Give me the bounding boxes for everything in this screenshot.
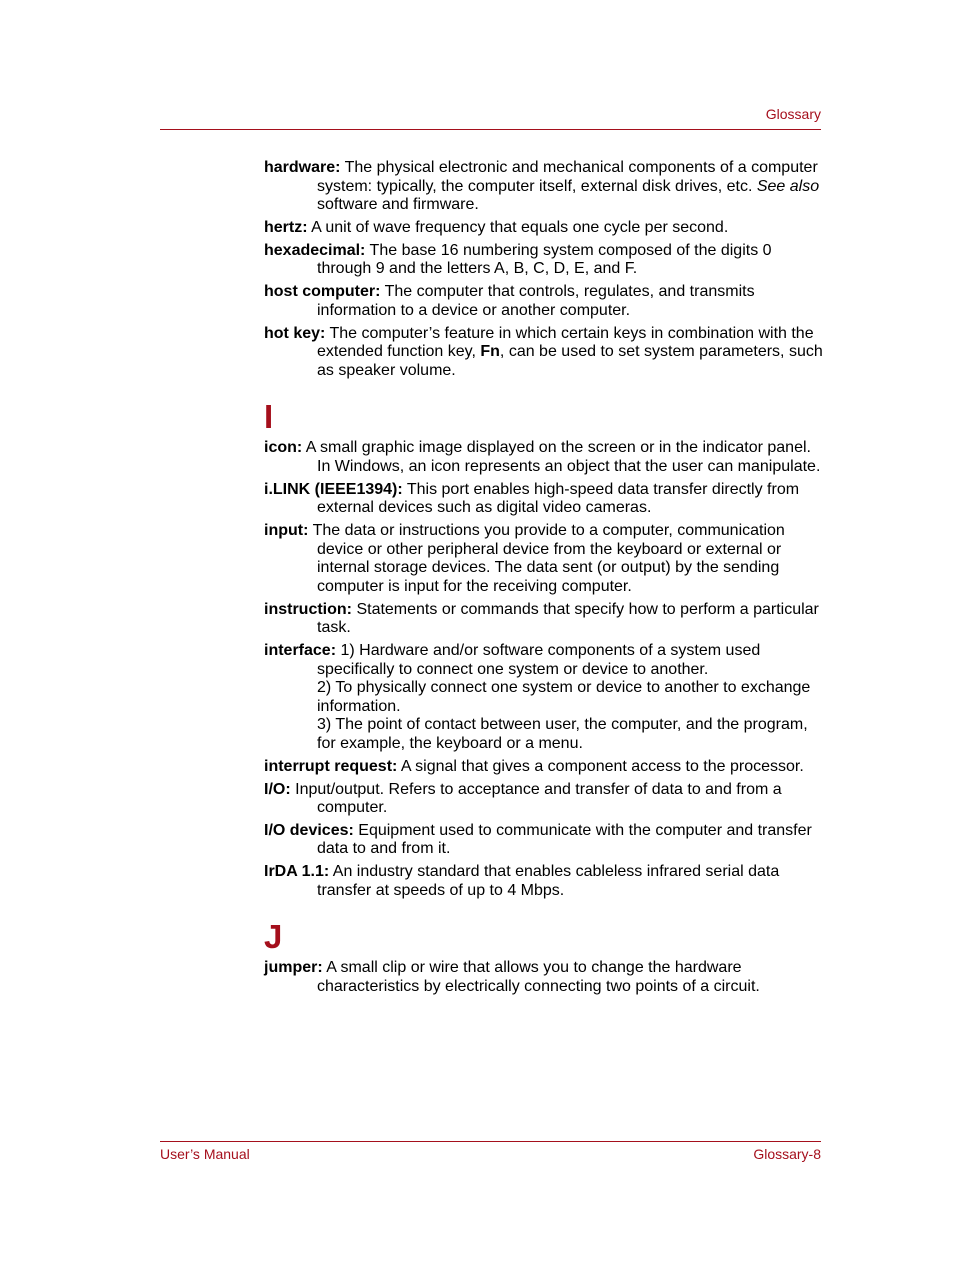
glossary-entry bbox=[264, 758, 824, 777]
glossary-term: interrupt request: bbox=[264, 757, 398, 775]
glossary-entry bbox=[264, 481, 824, 518]
glossary-definition-text: The computer’s feature in which certain keys in combination with the extended function key, bbox=[317, 324, 814, 361]
running-header-title: Glossary bbox=[765, 106, 821, 122]
section-letter-j: J bbox=[264, 918, 283, 956]
glossary-definition-text: A small clip or wire that allows you to change the hardware characteristics by electrically connecting two points of a circuit. bbox=[317, 959, 760, 996]
footer-page-number: Glossary-8 bbox=[753, 1146, 821, 1162]
glossary-entry bbox=[264, 159, 824, 215]
header-rule bbox=[160, 129, 821, 130]
glossary-entry bbox=[264, 522, 824, 596]
glossary-entry bbox=[264, 242, 824, 279]
glossary-term: I/O devices: bbox=[264, 821, 354, 839]
glossary-entry bbox=[264, 863, 824, 900]
glossary-term: I/O: bbox=[264, 780, 291, 798]
glossary-entry bbox=[264, 283, 824, 320]
glossary-definition-text: This port enables high-speed data transfer directly from external devices such as digital video cameras. bbox=[317, 480, 800, 517]
glossary-definition-line: 3) The point of contact between user, the computer, and the program, for example, the keyboard or a menu. bbox=[317, 716, 808, 752]
glossary-definition-text: , can be used to set system parameters, such as speaker volume. bbox=[317, 343, 823, 379]
glossary-definition-line: 2) To physically connect one system or device to another to exchange information. bbox=[317, 679, 811, 715]
glossary-term: jumper: bbox=[264, 959, 323, 977]
glossary-definition-text: An industry standard that enables cableless infrared serial data transfer at speeds of up to 4 Mbps. bbox=[317, 863, 780, 899]
glossary-term: hot key: bbox=[264, 324, 326, 342]
glossary-definition-text: The computer that controls, regulates, and transmits information to a device or another computer. bbox=[317, 283, 755, 319]
glossary-term: hardware: bbox=[264, 159, 341, 176]
glossary-definition-text: The base 16 numbering system composed of the digits 0 through 9 and the letters A, B, C, D, E, and F. bbox=[317, 241, 772, 278]
glossary-term: i.LINK (IEEE1394): bbox=[264, 480, 403, 498]
section-letter-i: I bbox=[264, 398, 274, 436]
footer-manual-title: User’s Manual bbox=[160, 1146, 250, 1162]
glossary-entry bbox=[264, 959, 824, 996]
glossary-group-h bbox=[264, 159, 824, 380]
glossary-term: hexadecimal: bbox=[264, 241, 366, 259]
glossary-term: icon: bbox=[264, 439, 303, 457]
glossary-definition-text: Fn bbox=[480, 343, 500, 361]
glossary-entry bbox=[264, 601, 824, 638]
glossary-definition-text: A small graphic image displayed on the screen or in the indicator panel. In Windows, an icon represents an object that the user can manipulate. bbox=[302, 439, 821, 475]
glossary-term: interface: bbox=[264, 641, 337, 659]
glossary-definition-text: software and firmware. bbox=[317, 196, 479, 214]
glossary-content bbox=[264, 159, 824, 1001]
glossary-definition-text: 1) Hardware and/or software components of a system used specifically to connect one system or device to another. bbox=[317, 641, 761, 678]
glossary-entry bbox=[264, 325, 824, 381]
footer-rule bbox=[160, 1141, 821, 1142]
glossary-definition-text: See also bbox=[756, 177, 820, 195]
glossary-definition-text: Equipment used to communicate with the computer and transfer data to and from it. bbox=[317, 821, 812, 858]
glossary-group-i bbox=[264, 439, 824, 900]
glossary-definition-text: Input/output. Refers to acceptance and transfer of data to and from a computer. bbox=[290, 780, 782, 817]
glossary-group-j bbox=[264, 959, 824, 996]
glossary-definition-text: Statements or commands that specify how to perform a particular task. bbox=[317, 600, 819, 637]
glossary-term: IrDA 1.1: bbox=[264, 863, 330, 881]
glossary-entry bbox=[264, 219, 824, 238]
glossary-definition-text: A signal that gives a component access to the processor. bbox=[397, 757, 804, 775]
glossary-entry bbox=[264, 781, 824, 818]
glossary-definition-text: A unit of wave frequency that equals one cycle per second. bbox=[307, 218, 729, 236]
glossary-entry bbox=[264, 822, 824, 859]
glossary-definition-text: The data or instructions you provide to a computer, communication device or other peripheral device from the keyboard or external or internal storage devices. The data sent (or output) by the sending computer is input for the receiving computer. bbox=[308, 522, 785, 595]
glossary-entry bbox=[264, 642, 824, 754]
glossary-term: input: bbox=[264, 522, 309, 540]
glossary-term: host computer: bbox=[264, 283, 381, 301]
glossary-term: instruction: bbox=[264, 600, 352, 618]
glossary-term: hertz: bbox=[264, 218, 308, 236]
glossary-entry bbox=[264, 439, 824, 476]
glossary-definition-text: The physical electronic and mechanical components of a computer system: typically, the computer itself, external disk drives, etc. bbox=[317, 159, 818, 195]
